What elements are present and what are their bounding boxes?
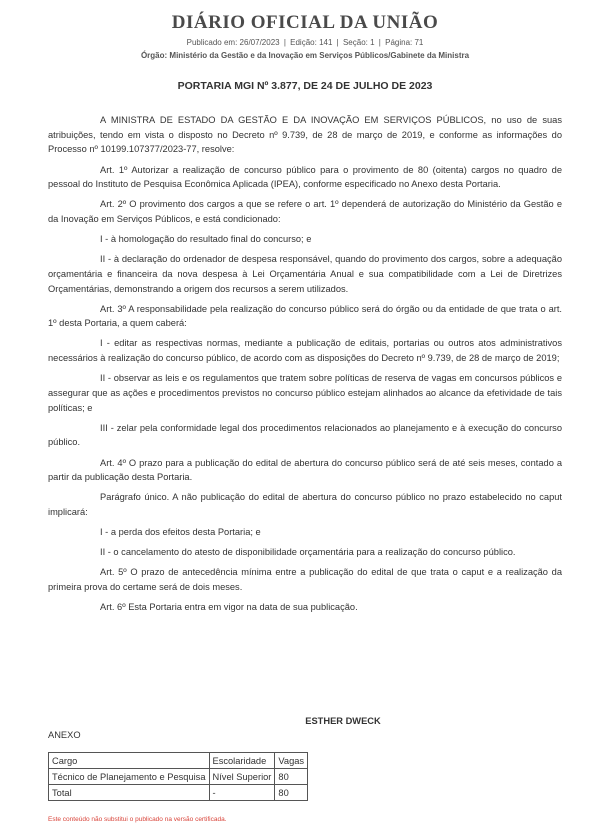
paragraph-art4-item2: II - o cancelamento do atesto de disponibilidade orçamentária para a realização do concurso público. [100,547,516,558]
organ-label: Órgão: [140,51,168,60]
publication-info [0,38,610,47]
page-label: Página: [385,38,413,47]
paragraph-art5: Art. 5º O prazo de antecedência mínima entre a publicação do edital de que trata o caput e a realização da primeira prova do certame será de dois meses. [48,567,562,593]
separator: | [378,38,381,47]
section-label: Seção: [342,38,368,47]
table-cell: Total [49,785,210,801]
paragraph-art4-sole: Parágrafo único. A não publicação do edital de abertura do concurso público no prazo estabelecido no caput implicará: [48,492,562,518]
table-row [49,769,308,785]
paragraph-art6: Art. 6º Esta Portaria entra em vigor na data de sua publicação. [100,602,358,613]
document-title: PORTARIA MGI Nº 3.877, DE 24 DE JULHO DE 2023 [177,80,433,92]
table-cell: - [209,785,275,801]
published-label: Publicado em: [186,38,238,47]
paragraph-preamble: A MINISTRA DE ESTADO DA GESTÃO E DA INOVAÇÃO EM SERVIÇOS PÚBLICOS, no uso de suas atribuições, tendo em vista o disposto no Decreto nº 9.739, de 28 de março de 2019, e conforme as informações do Processo nº 10199.107377/2023-77, resolve: [48,115,562,155]
column-header-escolaridade: Escolaridade [209,753,275,769]
paragraph-art2-item2: II - à declaração do ordenador de despesa responsável, quando do provimento dos cargos, sobre a adequação orçamentária e financeira da nova despesa à Lei Orçamentária Anual e sua compatibilidade com a Lei de Diretrizes Orçamentárias, demonstrando a origem dos recursos a serem utilizados. [48,254,562,294]
column-header-cargo: Cargo [49,753,210,769]
annex-table [48,752,308,801]
signature-name: ESTHER DWECK [305,716,381,726]
separator: | [336,38,339,47]
paragraph-art3-item2: II - observar as leis e os regulamentos que tratem sobre políticas de reserva de vagas em concursos públicos e assegurar que as ações e procedimentos previstos no concurso público estejam alinhados ao alcance da efetividade de tais políticas; e [48,373,562,413]
annex-heading: ANEXO [48,730,81,740]
organ-line [0,51,610,60]
page-number: 71 [414,38,424,47]
paragraph-art3-item3: III - zelar pela conformidade legal dos procedimentos relacionados ao planejamento e à execução do concurso público. [48,422,562,448]
disclaimer-note: Este conteúdo não substitui o publicado na versão certificada. [48,816,227,823]
table-cell: Técnico de Planejamento e Pesquisa [49,769,210,785]
masthead-title: DIÁRIO OFICIAL DA UNIÃO [171,12,439,33]
column-header-vagas: Vagas [275,753,308,769]
paragraph-art3: Art. 3º A responsabilidade pela realização do concurso público será do órgão ou da entidade de que trata o art. 1º desta Portaria, a quem caberá: [48,303,562,329]
section-number: 1 [370,38,375,47]
paragraph-art3-item1: I - editar as respectivas normas, mediante a publicação de editais, portarias ou outros atos administrativos necessários à realização do concurso público, de acordo com as disposições do Decreto nº 9.739, de 28 de março de 2019; [48,338,562,364]
edition-label: Edição: [290,38,317,47]
table-cell: 80 [275,769,308,785]
paragraph-art2-item1: I - à homologação do resultado final do concurso; e [100,234,312,245]
table-row [49,785,308,801]
published-date: 26/07/2023 [239,38,280,47]
paragraph-art4-item1: I - a perda dos efeitos desta Portaria; e [100,527,261,538]
organ-name: Ministério da Gestão e da Inovação em Serviços Públicos/Gabinete da Ministra [169,51,470,60]
paragraph-art4: Art. 4º O prazo para a publicação do edital de abertura do concurso público será de até seis meses, contado a partir da publicação desta Portaria. [48,457,562,483]
paragraph-art2: Art. 2º O provimento dos cargos a que se refere o art. 1º dependerá de autorização do Ministério da Gestão e da Inovação em Serviços Públicos, e está condicionado: [48,199,562,224]
edition-number: 141 [319,38,333,47]
table-cell: Nível Superior [209,769,275,785]
table-header-row [49,753,308,769]
paragraph-art1: Art. 1º Autorizar a realização de concurso público para o provimento de 80 (oitenta) cargos no quadro de pessoal do Instituto de Pesquisa Econômica Aplicada (IPEA), conforme especificado no Anexo desta Portaria. [48,164,562,190]
separator: | [283,38,286,47]
table-cell: 80 [275,785,308,801]
document-body [48,113,562,620]
